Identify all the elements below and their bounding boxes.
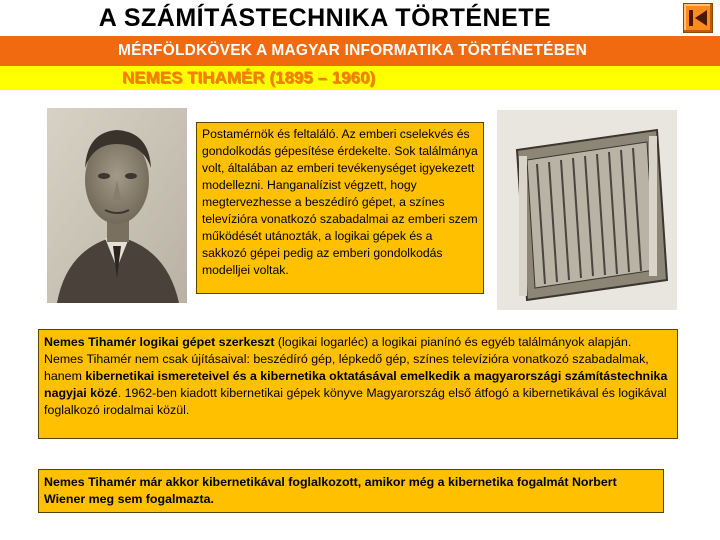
biography-text: Postamérnök és feltaláló. Az emberi cselekvés és gondolkodás gépesítése érdekelte. Sok találmánya volt, általában az emberi tevékenységet igyekezett modellezni. Hanganalízist végzett, hogy megtervezhesse a beszédíró gépet, a színes televízióra vonatkozó szabadalmai az emberi szem működését utánozták, a logikai gépek és a sakkozó gépei pedig az emberi gondolkodás modelljei voltak.: [202, 127, 478, 277]
section-subtitle: MÉRFÖLDKÖVEK A MAGYAR INFORMATIKA TÖRTÉNETÉBEN: [118, 42, 588, 59]
cybernetics-note-box: [38, 469, 664, 513]
biography-box: [196, 122, 484, 294]
achievements-text-bold-2: kibernetikai ismereteivel és a kibernetika oktatásával emelkedik a magyarországi számítástechnika nagyjai közé: [44, 369, 668, 400]
achievements-text-bold-1: Nemes Tihamér logikai gépet szerkeszt: [44, 335, 275, 349]
achievements-text-1: (logikai logarléc) a logikai pianínó és egyéb találmányok alapján. Nemes Tihamér nem csak újításaival: beszédíró gép, lépkedő gép, színes televízióra vonatkozó szabadalmak, hanem: [44, 335, 649, 383]
home-back-icon: [687, 8, 709, 28]
subtitle-band: [0, 36, 720, 66]
home-button[interactable]: [683, 3, 713, 33]
achievements-text-2: . 1962-ben kiadott kibernetikai gépek könyve Magyarország első átfogó a kibernetikával és logikával foglalkozó irodalmai közül.: [44, 386, 667, 417]
cybernetics-note-text: Nemes Tihamér már akkor kibernetikával foglalkozott, amikor még a kibernetika fogalmát Norbert Wiener meg sem fogalmazta.: [44, 475, 617, 506]
logic-machine-photo: [497, 110, 677, 310]
achievements-box: [38, 329, 678, 439]
page-title: A SZÁMÍTÁSTECHNIKA TÖRTÉNETE: [98, 4, 552, 32]
portrait-photo: [47, 108, 187, 303]
heading-band: [0, 66, 720, 90]
person-heading: NEMES TIHAMÉR (1895 – 1960): [122, 68, 376, 87]
